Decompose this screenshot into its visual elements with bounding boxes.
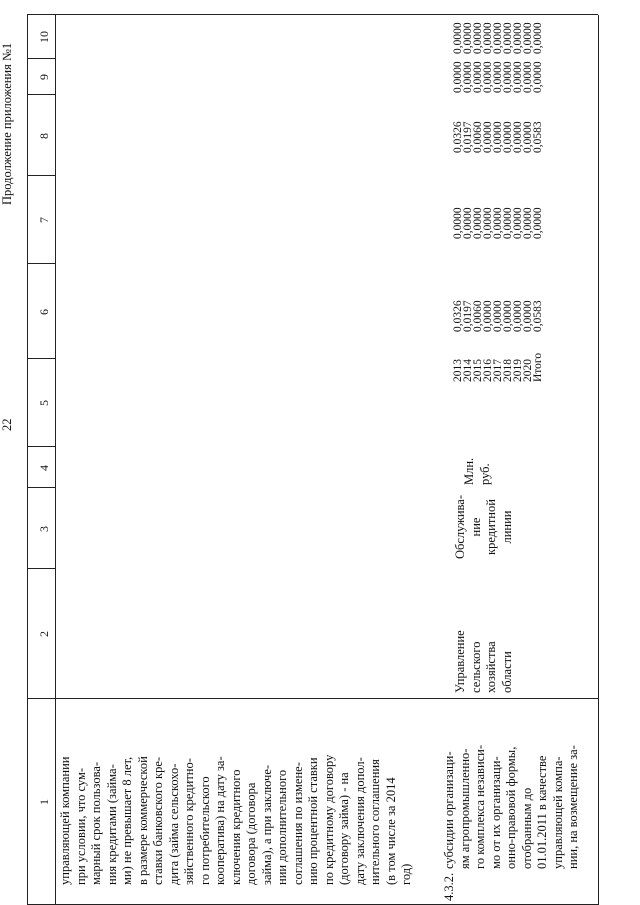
value-cell: 0,0000	[452, 61, 464, 93]
year-cell: 2015	[472, 359, 484, 382]
value-cell: 0,0000	[522, 207, 534, 239]
value-cell: 0,0060	[472, 121, 484, 153]
row-years	[453, 353, 543, 382]
value-cell: 0,0000	[492, 300, 504, 332]
value-cell: 0,0000	[492, 121, 504, 153]
row-col8-values	[453, 121, 543, 153]
column-header-6: 6	[37, 309, 51, 315]
text-line: управляющей компа-	[550, 756, 565, 869]
year-cell: Итого	[532, 352, 544, 382]
text-line: линии	[499, 510, 514, 544]
previous-row-continuation	[58, 755, 415, 901]
year-cell: 2019	[512, 359, 524, 382]
value-cell: 0,0000	[532, 61, 544, 93]
row-number: 4.3.2.	[442, 872, 456, 901]
value-cell: 0,0000	[522, 121, 534, 153]
value-cell: 0,0000	[482, 300, 494, 332]
text-line: Млн.	[462, 457, 476, 485]
value-cell: 0,0000	[492, 22, 504, 54]
value-cell: 0,0000	[502, 300, 514, 332]
value-cell: 0,0000	[482, 61, 494, 93]
value-cell: 0,0060	[472, 300, 484, 332]
value-cell: 0,0000	[482, 22, 494, 54]
value-cell: 0,0000	[492, 207, 504, 239]
value-cell: 0,0000	[512, 300, 524, 332]
value-cell: 0,0000	[452, 22, 464, 54]
text-line: го потребительского	[197, 776, 212, 885]
text-line: ставки банковского кре-	[151, 756, 165, 885]
value-cell: 0,0000	[512, 121, 524, 153]
text-line: области	[499, 651, 514, 693]
column-header-3: 3	[37, 526, 51, 532]
text-line: Управление	[453, 630, 467, 693]
text-line: (договору займа) - на	[337, 772, 351, 885]
text-line: го комплекса независи-	[473, 744, 487, 869]
value-cell: 0,0000	[512, 61, 524, 93]
text-line: Обслужива-	[453, 494, 467, 560]
continuation-title: Продолжение приложения №1	[0, 42, 14, 205]
row-unit	[462, 458, 493, 485]
value-cell: 0,0000	[532, 207, 544, 239]
text-line: субсидии организаци-	[442, 751, 456, 869]
row-col6-values	[453, 300, 543, 332]
column-header-1: 1	[37, 799, 51, 805]
value-cell: 0,0000	[502, 121, 514, 153]
text-line: ми) не превышает 8 лет,	[120, 756, 134, 885]
text-line: управляющей компании	[58, 756, 72, 885]
text-line: при условии, что сум-	[73, 767, 88, 885]
value-cell: 0,0197	[462, 300, 474, 332]
text-line: отобранным до	[519, 787, 534, 869]
text-line: год)	[399, 863, 413, 885]
year-cell: 2014	[462, 359, 474, 382]
value-cell: 0,0000	[502, 61, 514, 93]
text-line: по кредитному договору	[321, 754, 336, 885]
text-line: кооператива) на дату за-	[213, 756, 227, 885]
text-line: договора (договора	[244, 782, 258, 885]
text-line: сельского	[468, 641, 483, 693]
text-line: нии дополнительного	[275, 769, 289, 885]
value-cell: 0,0000	[482, 207, 494, 239]
value-cell: 0,0000	[502, 207, 514, 239]
row-executor	[453, 630, 515, 693]
text-line: (в том числе за 2014	[383, 777, 398, 885]
row-col7-values	[453, 207, 543, 239]
value-cell: 0,0000	[522, 61, 534, 93]
text-line: ям агропромышленно-	[457, 748, 472, 869]
text-line: нительного соглашения	[368, 759, 382, 885]
value-cell: 0,0197	[462, 121, 474, 153]
text-line: дита (займа сельскохо-	[166, 763, 181, 885]
column-header-9: 9	[37, 74, 51, 80]
row-col9-values	[453, 61, 543, 93]
value-cell: 0,0000	[482, 121, 494, 153]
value-cell: 0,0000	[452, 207, 464, 239]
value-cell: 0,0000	[462, 22, 474, 54]
column-header-4: 4	[37, 465, 51, 471]
value-cell: 0,0000	[502, 22, 514, 54]
text-line: зяйственного кредитно-	[182, 758, 196, 885]
text-line: онно-правовой формы,	[504, 746, 518, 869]
value-cell: 0,0583	[532, 121, 544, 153]
text-line: ния кредитами (займа-	[104, 764, 119, 885]
row-description	[442, 745, 582, 901]
text-line: кредитной	[484, 499, 498, 555]
text-line: мо от их организаци-	[488, 756, 503, 869]
text-line: 01.01.2011 в качестве	[535, 755, 549, 869]
year-cell: 2016	[482, 359, 494, 382]
value-cell: 0,0000	[522, 22, 534, 54]
value-cell: 0,0000	[492, 61, 504, 93]
text-line: в размере коммерческой	[135, 756, 150, 885]
text-line: нию процентной ставки	[306, 757, 320, 885]
text-line: соглашения по измене-	[290, 762, 305, 885]
text-line: марный срок пользова-	[89, 761, 103, 885]
year-cell: 2013	[452, 359, 464, 382]
text-line: нии, на возмещение за-	[566, 745, 580, 869]
year-cell: 2017	[492, 359, 504, 382]
text-line: ние	[468, 517, 483, 537]
year-cell: 2018	[502, 359, 514, 382]
row-col10-values	[453, 22, 543, 54]
value-cell: 0,0583	[532, 300, 544, 332]
column-header-10: 10	[37, 31, 51, 43]
column-header-7: 7	[37, 217, 51, 223]
text-line: ключения кредитного	[228, 769, 243, 885]
value-cell: 0,0326	[452, 121, 464, 153]
value-cell: 0,0326	[452, 300, 464, 332]
value-cell: 0,0000	[522, 300, 534, 332]
value-cell: 0,0000	[512, 207, 524, 239]
value-cell: 0,0000	[472, 61, 484, 93]
text-line: дату заключения допол-	[352, 757, 367, 885]
value-cell: 0,0000	[462, 207, 474, 239]
text-line: хозяйства	[484, 641, 498, 693]
year-cell: 2020	[522, 359, 534, 382]
value-cell: 0,0000	[472, 22, 484, 54]
value-cell: 0,0000	[472, 207, 484, 239]
row-activity	[453, 489, 515, 565]
column-header-2: 2	[37, 631, 51, 637]
value-cell: 0,0000	[512, 22, 524, 54]
page-number: 22	[0, 418, 14, 431]
text-line: займа), а при заключе-	[259, 764, 274, 885]
column-header-8: 8	[37, 133, 51, 139]
value-cell: 0,0000	[532, 22, 544, 54]
value-cell: 0,0000	[462, 61, 474, 93]
column-header-5: 5	[37, 400, 51, 406]
text-line: руб.	[477, 463, 492, 485]
